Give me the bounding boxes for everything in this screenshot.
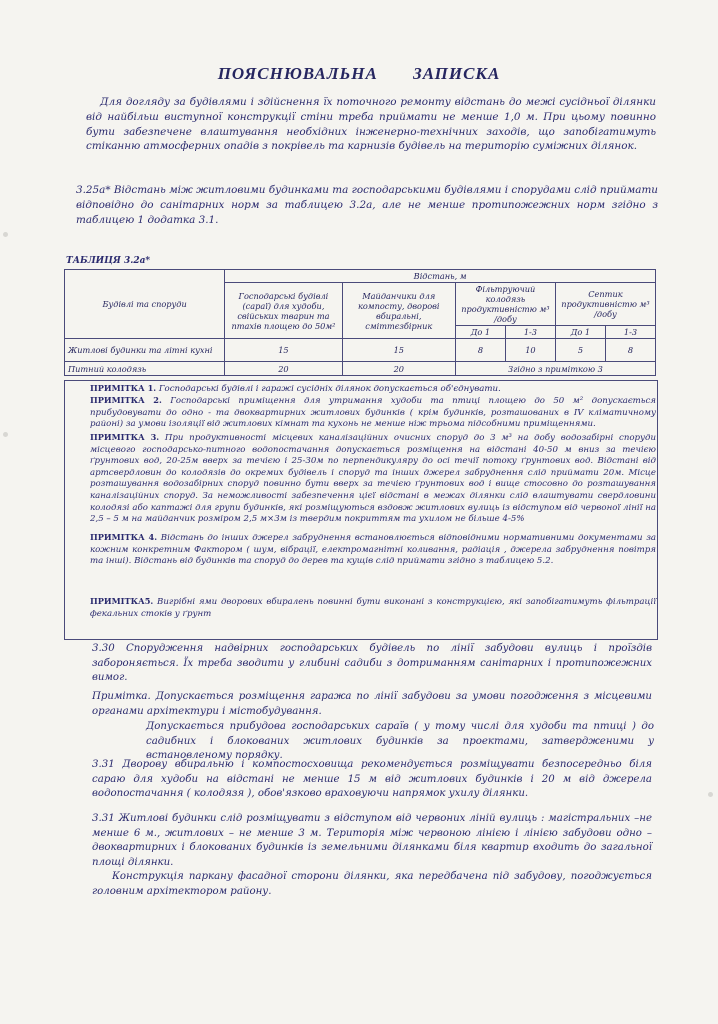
table-cell: 15: [342, 339, 455, 362]
remark-garage: Примітка. Допускається розміщення гаража по лінії забудови за умови погодження з місцевими органами архітектури і містобудування.: [92, 691, 652, 717]
remark-sheds: Допускається прибудова господарських сараїв ( у тому числі для худоби та птиці ) до садибних і блокованих житлових будинків за проектами, затвердженими у встановленому порядку.: [146, 721, 654, 762]
note-5: ПРИМІТКА5. Вигрібні ями дворових вбиралень повинні бути виконані з конструкцією, які запобігатимуть фільтрації фекальних стоків у ґрунт: [90, 596, 656, 619]
table-cell: 8: [605, 339, 655, 362]
row-label: Питний колодязь: [65, 362, 225, 376]
sub-header: 1-3: [605, 326, 655, 339]
note-3: ПРИМІТКА 3. При продуктивності місцевих каналізаційних очисних споруд до 3 м³ на добу водозабірні споруди місцевого господарсько-питного водопостачання допускається розміщення на відстані 40-50 м вниз за течією ґрунтових вод, 20-25м вверх за течією і 25-30м по перпендикуляру до осі течії потоку ґрунтових вод. Відстані від артсвердловин до колодязів до окремих будівель і споруд та інших джерел забруднення слід приймати 20м. Місце розташування водозабірних споруд повинно бути вверх за течією ґрунтових вод і вище стосовно до розташування каналізаційних споруд. За неможливості забезпечення цієї відстані в межах ділянки слід влаштувати свердловини колодязі або каптажі для групи будинків, які розміщуються вздовж житлових вулиць із відступом від червоної лінії на 2,5 – 5 м на майданчик розміром 2,5 м×3м із твердим покриттям та ухилом не більше 4-5%: [90, 432, 657, 525]
section-3-31-setback: 3.31 Житлові будинки слід розміщувати з відступом від червоних ліній вулиць : магістральних –не менше 6 м., житлових – не менше 3 м. Територія між червоною лінією і лінією забудови одно – двоквартирних і блокованих будинків із земельними ділянками біля квартир входить до загальної площі ділянки.: [92, 813, 652, 868]
table-cell: 20: [342, 362, 455, 376]
intro-paragraph: Для догляду за будівлями і здійснення їх поточного ремонту відстань до межі сусідньої ділянки від найбільш виступної конструкції стіни треба приймати не менше 1,0 м. При цьому повинно бути забезпечене влаштування необхідних інженерно-технічних заходів, що запобігатимуть стіканню атмосферних опадів з покрівель та карнизів будівель на територію суміжних ділянок.: [86, 96, 656, 153]
col-header-sheds: Господарські будівлі (сараї) для худоби, свійських тварин та птахів площею до 50м²: [225, 283, 342, 339]
sub-header: До 1: [455, 326, 505, 339]
section-3-31-toilet: 3.31 Дворову вбиральню і компостосховища рекомендується розміщувати безпосередньо біля сараю для худоби на відстані не менше 15 м від житлових будинків і 20 м від джерела водопостачання ( колодязя ), обов'язково враховуючи напрямок ухилу ділянки.: [92, 759, 652, 800]
col-header-distance: Відстань, м: [225, 270, 656, 283]
table-row: [65, 339, 656, 362]
col-header-filter-well: Фільтруючий колодязь продуктивністю м³ /добу: [455, 283, 555, 326]
table-cell: 5: [555, 339, 605, 362]
distance-table: [64, 269, 656, 376]
note-1: ПРИМІТКА 1. Господарські будівлі і гаражі сусідніх ділянок допускається об'єднувати.: [90, 383, 501, 394]
row-label: Житлові будинки та літні кухні: [65, 339, 225, 362]
note-4: ПРИМІТКА 4. Відстань до інших джерел забруднення встановлюється відповідними нормативними документами за кожним конкретним Фактором ( шум, вібрації, електромагнітні коливання, радіація , джерела забруднення повітря та інші). Відстань від будинків та споруд до дерев та кущів слід приймати згідно з таблицею 5.2.: [90, 532, 657, 567]
fence-paragraph: Конструкція паркану фасадної сторони ділянки, яка передбачена під забудову, погоджується головним архітектором району.: [92, 871, 652, 897]
table-row: [65, 362, 656, 376]
table-title: ТАБЛИЦЯ 3.2а*: [66, 256, 151, 266]
table-cell: 15: [225, 339, 342, 362]
sub-header: 1-3: [505, 326, 555, 339]
table-cell: 10: [505, 339, 555, 362]
table-cell-note: Згідно з приміткою 3: [455, 362, 655, 376]
punch-hole: [3, 232, 8, 237]
punch-hole: [708, 792, 713, 797]
col-header-buildings: Будівлі та споруди: [65, 270, 225, 339]
section-3-25a: 3.25а* Відстань між житловими будинками та господарськими будівлями і спорудами слід приймати відповідно до санітарних норм за таблицею 3.2а, але не менше протипожежних норм згідно з таблицею 1 додатка 3.1.: [76, 184, 658, 226]
page-title: ПОЯСНЮВАЛЬНА ЗАПИСКА: [217, 64, 501, 83]
col-header-septic: Септик продуктивністю м³ /добу: [555, 283, 655, 326]
punch-hole: [3, 432, 8, 437]
table-cell: 8: [455, 339, 505, 362]
table-cell: 20: [225, 362, 342, 376]
col-header-sites: Майданчики для компосту, дворові вбиральні, сміттєзбірник: [342, 283, 455, 339]
note-2: ПРИМІТКА 2. Господарські приміщення для утримання худоби та птиці площею до 50 м² допускається прибудовувати до одно - та двоквартирних житлових будинків ( крім будинків, розташованих в ІV кліматичному районі) за умови ізоляції від житлових кімнат та кухонь не менше ніж трьома підсобними приміщеннями.: [90, 395, 656, 430]
sub-header: До 1: [555, 326, 605, 339]
section-3-30: 3.30 Спорудження надвірних господарських будівель по лінії забудови вулиць і проїздів забороняється. Їх треба зводити у глибині садиби з дотриманням санітарних і протипожежних вимог.: [92, 643, 652, 684]
